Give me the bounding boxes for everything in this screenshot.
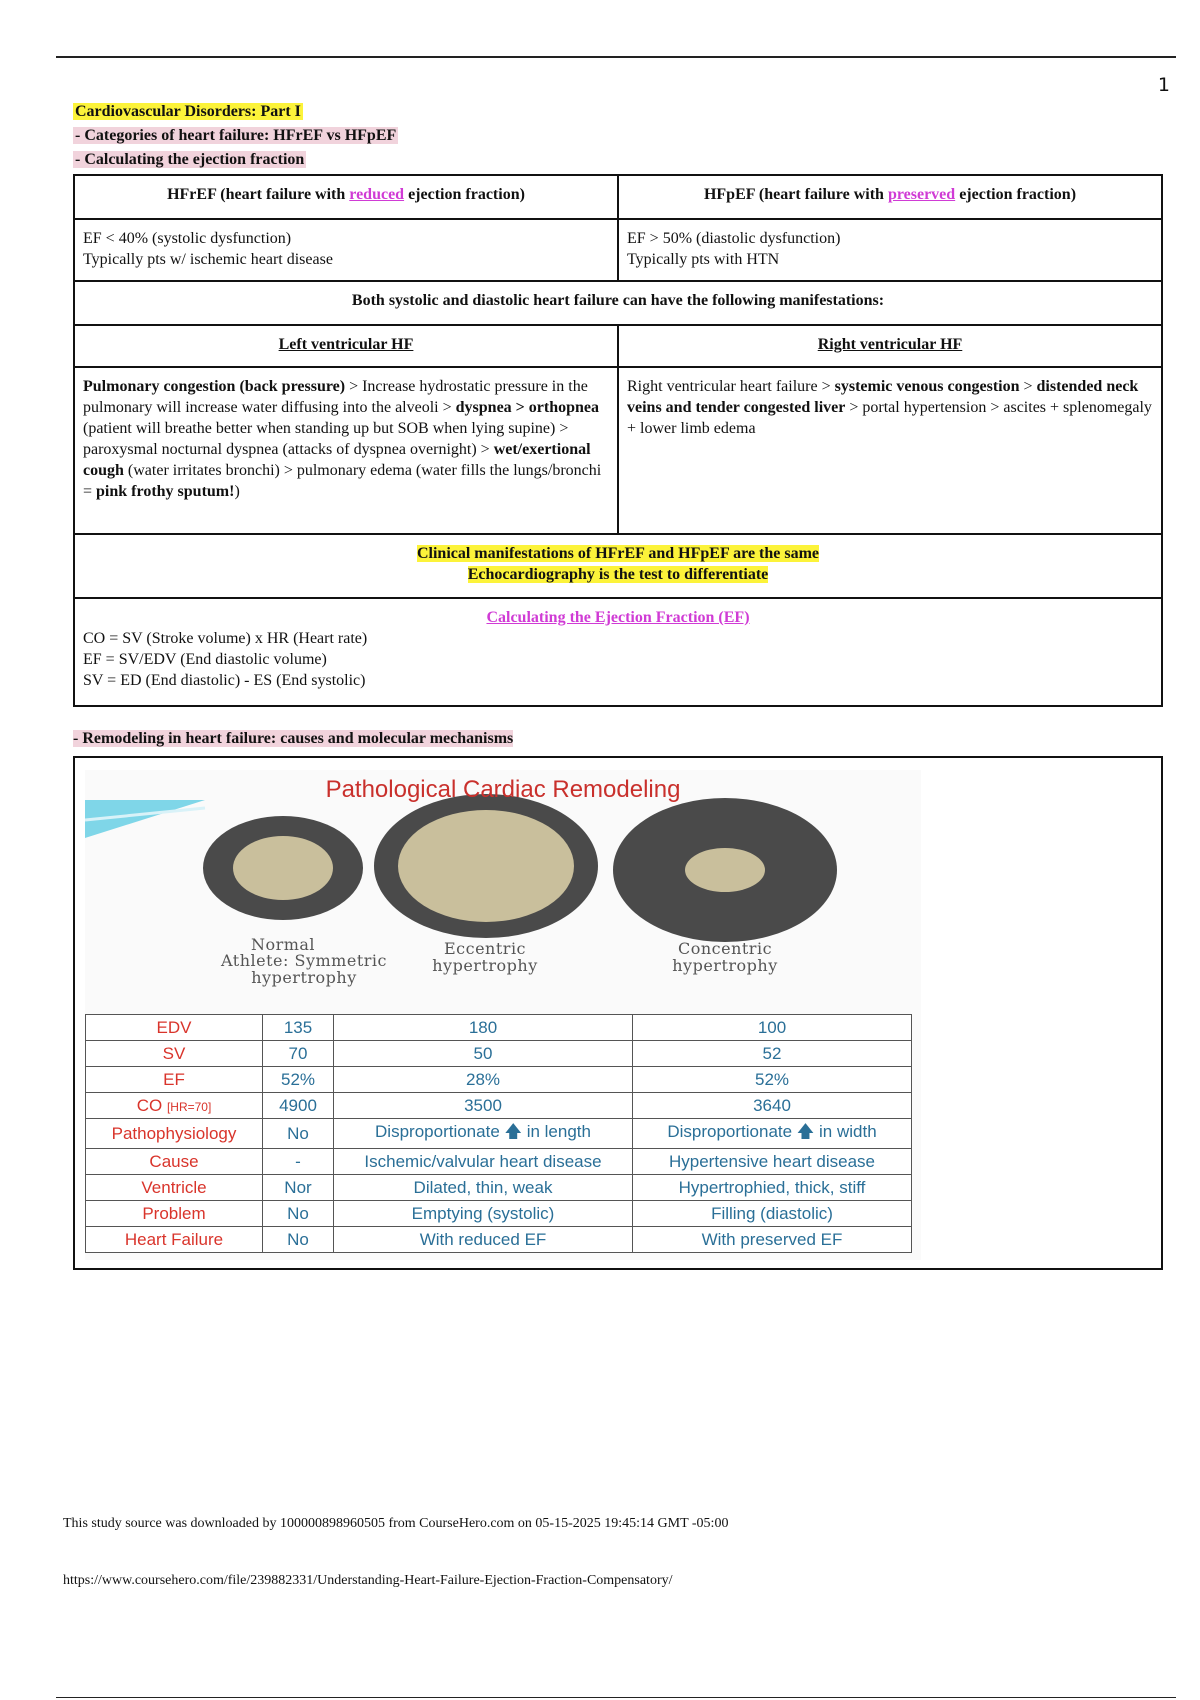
heart-failure-table	[73, 174, 1163, 707]
remodel-row	[86, 1227, 912, 1253]
remodeling-figure	[85, 770, 921, 1260]
page-number: 1	[1157, 74, 1170, 96]
concentric-value: 52%	[633, 1067, 912, 1093]
concentric-value: Hypertensive heart disease	[633, 1149, 912, 1175]
eccentric-value: 3500	[334, 1093, 633, 1119]
row-header: SV	[86, 1041, 263, 1067]
normal-value: 70	[263, 1041, 334, 1067]
normal-value: 135	[263, 1015, 334, 1041]
concentric-value: Filling (diastolic)	[633, 1201, 912, 1227]
ef-title: Calculating the Ejection Fraction (EF)	[486, 609, 750, 626]
concentric-ventricle-cavity	[685, 848, 765, 892]
row-header: Ventricle	[86, 1175, 263, 1201]
clinical-manifestations-row: Clinical manifestations of HFrEF and HFpEF are the same Echocardiography is the test to differentiate	[74, 534, 1162, 598]
ejection-fraction-calc	[74, 598, 1162, 706]
label-eccentric-2: hypertrophy	[432, 956, 538, 975]
normal-value: No	[263, 1119, 334, 1149]
section-headers	[73, 100, 398, 172]
eccentric-value: 28%	[334, 1067, 633, 1093]
concentric-value: With preserved EF	[633, 1227, 912, 1253]
eccentric-value: Ischemic/valvular heart disease	[334, 1149, 633, 1175]
remodel-row	[86, 1093, 912, 1119]
label-concentric-1: Concentric	[677, 939, 773, 958]
ef-formula-co: CO = SV (Stroke volume) x HR (Heart rate)	[83, 630, 368, 647]
normal-value: No	[263, 1227, 334, 1253]
remodel-row	[86, 1201, 912, 1227]
normal-value: -	[263, 1149, 334, 1175]
top-rule	[56, 56, 1176, 58]
doc-title: Cardiovascular Disorders: Part I	[75, 103, 301, 120]
eccentric-value: With reduced EF	[334, 1227, 633, 1253]
concentric-value: Hypertrophied, thick, stiff	[633, 1175, 912, 1201]
eccentric-value: 180	[334, 1015, 633, 1041]
normal-ventricle-cavity	[233, 836, 333, 900]
concentric-value: 100	[633, 1015, 912, 1041]
remodel-row	[86, 1149, 912, 1175]
header-ejection-fraction: - Calculating the ejection fraction	[75, 151, 305, 168]
eccentric-ventricle-cavity	[398, 810, 574, 922]
figure-title: Pathological Cardiac Remodeling	[325, 776, 681, 803]
bottom-rule	[56, 1697, 1176, 1698]
row-header: Pathophysiology	[86, 1119, 263, 1149]
normal-value: Nor	[263, 1175, 334, 1201]
eccentric-value: Disproportionate 🡅 in length	[334, 1119, 633, 1149]
download-notice: This study source was downloaded by 100000898960505 from CourseHero.com on 05-15-2025 19:45:14 GMT -05:00	[63, 1516, 729, 1531]
label-normal: Normal	[250, 935, 316, 954]
row-header: CO [HR=70]	[86, 1093, 263, 1119]
remodel-row	[86, 1175, 912, 1201]
row-header: EDV	[86, 1015, 263, 1041]
remodel-row	[86, 1067, 912, 1093]
eccentric-value: Emptying (systolic)	[334, 1201, 633, 1227]
source-url: https://www.coursehero.com/file/239882331/Understanding-Heart-Failure-Ejection-Fraction-Compensatory/	[63, 1573, 673, 1588]
ef-formula-sv: SV = ED (End diastolic) - ES (End systolic)	[83, 672, 366, 689]
left-vhf-body: Pulmonary congestion (back pressure) > Increase hydrostatic pressure in the pulmonary will increase water diffusing into the alveoli > dyspnea > orthopnea (patient will breathe better when standing up but SOB when lying supine) > paroxysmal nocturnal dyspnea (attacks of dyspnea overnight) > wet/exertional cough (water irritates bronchi) > pulmonary edema (water fills the lungs/bronchi = pink frothy sputum!)	[74, 367, 618, 534]
remodel-row	[86, 1015, 912, 1041]
row-header: Cause	[86, 1149, 263, 1175]
eccentric-value: 50	[334, 1041, 633, 1067]
hfref-details: EF < 40% (systolic dysfunction) Typically pts w/ ischemic heart disease	[74, 219, 618, 281]
hr-note: [HR=70]	[166, 1099, 212, 1114]
row-header: Problem	[86, 1201, 263, 1227]
header-remodeling: - Remodeling in heart failure: causes and molecular mechanisms	[73, 730, 514, 747]
left-vhf-header: Left ventricular HF	[74, 325, 618, 367]
normal-value: 52%	[263, 1067, 334, 1093]
remodel-row	[86, 1041, 912, 1067]
right-vhf-header: Right ventricular HF	[618, 325, 1162, 367]
eccentric-value: Dilated, thin, weak	[334, 1175, 633, 1201]
hfpef-details: EF > 50% (diastolic dysfunction) Typically pts with HTN	[618, 219, 1162, 281]
hfpef-header: HFpEF (heart failure with preserved ejection fraction)	[618, 175, 1162, 219]
row-header: EF	[86, 1067, 263, 1093]
both-manifestations-row: Both systolic and diastolic heart failure can have the following manifestations:	[74, 281, 1162, 325]
remodel-row	[86, 1119, 912, 1149]
remodeling-figure-box	[73, 756, 1163, 1270]
hfref-header: HFrEF (heart failure with reduced ejection fraction)	[74, 175, 618, 219]
label-eccentric-1: Eccentric	[443, 939, 527, 958]
concentric-value: 3640	[633, 1093, 912, 1119]
label-concentric-2: hypertrophy	[672, 956, 778, 975]
concentric-value: 52	[633, 1041, 912, 1067]
label-athlete: Athlete: Symmetric hypertrophy	[221, 951, 387, 987]
ef-formula-ef: EF = SV/EDV (End diastolic volume)	[83, 651, 327, 668]
normal-value: 4900	[263, 1093, 334, 1119]
row-header: Heart Failure	[86, 1227, 263, 1253]
remodeling-table	[85, 1014, 912, 1253]
right-vhf-body: Right ventricular heart failure > systemic venous congestion > distended neck veins and tender congested liver > portal hypertension > ascites + splenomegaly + lower limb edema	[618, 367, 1162, 534]
concentric-value: Disproportionate 🡅 in width	[633, 1119, 912, 1149]
header-hf-categories: - Categories of heart failure: HFrEF vs HFpEF	[75, 127, 397, 144]
normal-value: No	[263, 1201, 334, 1227]
